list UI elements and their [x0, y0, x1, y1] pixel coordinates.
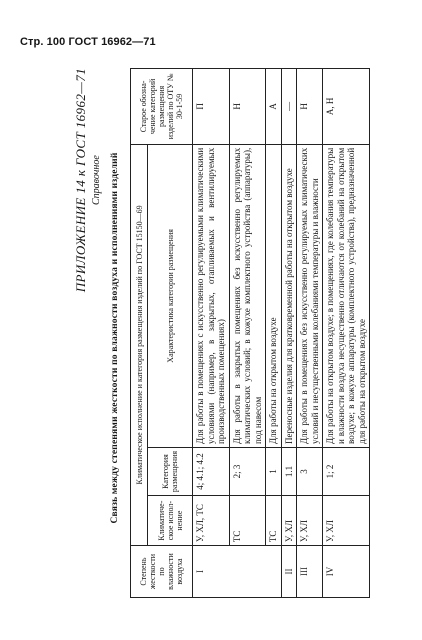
cell-old: А, Н — [323, 69, 370, 145]
cell-version: У, ХЛ — [297, 496, 323, 546]
cell-category: 4; 4.1; 4.2 — [193, 447, 230, 495]
col-degree: Степень жесткости по влажности воздуха — [131, 546, 193, 598]
cell-category: 3 — [297, 447, 323, 495]
cell-version: У, ХЛ — [281, 496, 297, 546]
table-caption: Связь между степенями жесткости по влажности воздуха и исполнениями изделий — [110, 152, 120, 524]
cell-old: А — [266, 69, 282, 145]
cell-category: 1 — [266, 447, 282, 495]
cell-description: Для работы на открытом воздухе — [266, 144, 282, 447]
col-description: Характеристика категории размещения — [148, 144, 193, 447]
cell-version: ТС — [266, 496, 282, 546]
table-row — [266, 69, 282, 598]
cell-degree: III — [297, 546, 323, 598]
cell-category: 1; 2 — [323, 447, 370, 495]
cell-description: Для работы на открытом воздухе; в помещениях, где колебания температуры и влажности воздуха несущественно отличаются от колебаний на открытом воздухе; в кожухе аппаратуры (комплектного устройства), предназначенной для работы на открытом воздухе — [323, 144, 370, 447]
table-row — [193, 69, 230, 598]
cell-version: У, ХЛ — [323, 496, 370, 546]
cell-description: Для работы в закрытых помещениях без искусственно регулируемых климатических условий; в кожухе комплектного устройства (аппаратуры), под навесом — [229, 144, 266, 447]
cell-old: Н — [297, 69, 323, 145]
col-category: Категория размещения — [148, 447, 193, 495]
cell-degree: II — [281, 546, 297, 598]
page-header: Стр. 100 ГОСТ 16962—71 — [20, 36, 156, 48]
cell-degree: I — [193, 546, 282, 598]
cell-old: — — [281, 69, 297, 145]
cell-description: Переносные изделия для кратковременной работы на открытом воздухе — [281, 144, 297, 447]
cell-category: 2; 3 — [229, 447, 266, 495]
cell-degree: IV — [323, 546, 370, 598]
cell-description: Для работы в помещениях с искусственно регулируемыми климатическими условиями (например, в закрытых, отапливаемых и вентилируемых производственных помещениях) — [193, 144, 230, 447]
humidity-table — [130, 68, 370, 598]
table-row — [297, 69, 323, 598]
cell-version: У, ХЛ, ТС — [193, 496, 230, 546]
col-version: Климатиче-ское испол-нение — [148, 496, 193, 546]
cell-version: ТС — [229, 496, 266, 546]
rotated-page-content — [75, 68, 405, 598]
appendix-title: ПРИЛОЖЕНИЕ 14 к ГОСТ 16962—71 — [73, 68, 88, 293]
cell-description: Для работы в помещениях без искусственно регулируемых климатических условий и несущественными колебаниями температуры и влажности — [297, 144, 323, 447]
appendix-heading — [75, 68, 103, 292]
cell-category: 1.1 — [281, 447, 297, 495]
col-group: Климатическое исполнение и категория размещения изделий по ГОСТ 15150—69 — [131, 144, 148, 545]
cell-old: П — [193, 69, 230, 145]
cell-old: Н — [229, 69, 266, 145]
table-row — [281, 69, 297, 598]
appendix-subtitle: Справочное — [91, 155, 102, 206]
col-old-designation: Старое обозна-чение категорий размещения изделий по ОТУ № 30-1-59 — [131, 69, 193, 145]
table-row — [229, 69, 266, 598]
table-row — [323, 69, 370, 598]
